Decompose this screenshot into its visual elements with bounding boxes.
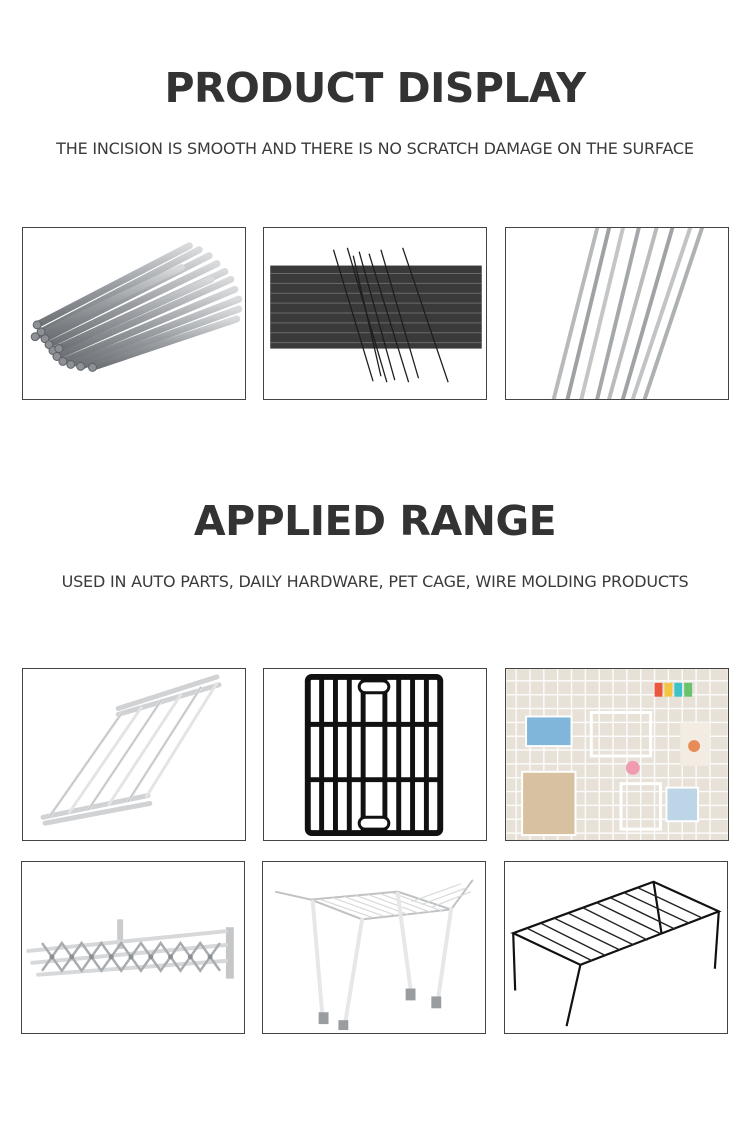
steel-rod-bundle-photo — [22, 227, 246, 400]
wire-strands-closeup-photo — [505, 227, 729, 400]
wire-shelf-riser-photo — [504, 861, 728, 1034]
accordion-rack-icon — [22, 862, 244, 1033]
wall-mounted-accordion-rack-photo — [21, 861, 245, 1034]
wire-bundle-closeup-photo — [263, 227, 487, 400]
wall-grid-organizer-photo — [505, 668, 729, 841]
clothes-airer-icon — [263, 862, 485, 1033]
grill-grate-icon — [264, 669, 486, 840]
applied-range-subtitle: USED IN AUTO PARTS, DAILY HARDWARE, PET CAGE, WIRE MOLDING PRODUCTS — [61, 572, 689, 591]
wall-grid-organizer-icon — [506, 669, 728, 840]
cast-iron-grill-grate-photo — [263, 668, 487, 841]
product-display-subtitle: THE INCISION IS SMOOTH AND THERE IS NO SCRATCH DAMAGE ON THE SURFACE — [56, 139, 694, 158]
folding-drying-rack-icon — [23, 669, 245, 840]
folding-drying-rack-photo — [22, 668, 246, 841]
steel-rod-bundle-icon — [23, 228, 245, 399]
wire-bundle-closeup-icon — [264, 228, 486, 399]
product-display-title: PRODUCT DISPLAY — [164, 64, 586, 112]
wire-shelf-riser-icon — [505, 862, 727, 1033]
applied-range-title: APPLIED RANGE — [193, 497, 557, 545]
winged-clothes-airer-photo — [262, 861, 486, 1034]
wire-strands-closeup-icon — [506, 228, 728, 399]
